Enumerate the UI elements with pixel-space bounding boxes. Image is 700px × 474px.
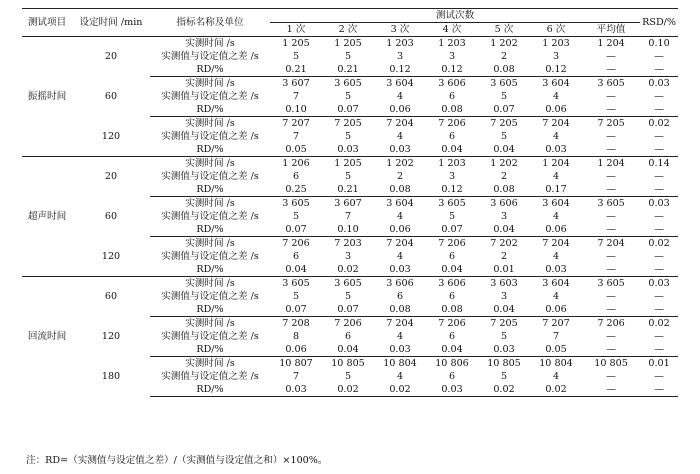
test-value-cell: 0.07 (285, 224, 307, 235)
test-value-cell: 1 204 (530, 157, 582, 171)
test-value-cell: 0.06 (545, 104, 567, 115)
test-value-cell: 0.10 (285, 104, 307, 115)
average-cell: — (606, 211, 616, 222)
set-time-value: 120 (101, 130, 121, 142)
rsd-cell: — (654, 291, 664, 302)
test-value-cell: 3 603 (478, 277, 530, 291)
header-col-test-6: 6 次 (530, 23, 582, 37)
test-value-cell: 4 (552, 251, 560, 262)
average-cell: 7 206 (582, 317, 640, 331)
average-cell: — (606, 304, 616, 315)
rsd-cell: 0.03 (640, 77, 678, 91)
test-value-cell: 1 202 (374, 157, 426, 171)
average-cell: — (606, 331, 616, 342)
test-value-cell: 2 (500, 51, 508, 62)
average-cell: — (606, 64, 616, 75)
set-time-value: 120 (101, 331, 121, 342)
set-time-value: 180 (101, 371, 121, 382)
test-value-cell: 1 202 (478, 157, 530, 171)
test-value-cell: 3 607 (270, 77, 322, 91)
test-value-cell: 0.07 (493, 104, 515, 115)
rsd-cell: — (654, 64, 664, 75)
test-value-cell: 0.02 (374, 383, 426, 397)
indicator-label: RD/% (196, 184, 224, 195)
group-item-label: 振摇时间 (27, 91, 67, 102)
test-value-cell: 1 202 (490, 38, 518, 49)
test-value-cell: 7 204 (530, 237, 582, 251)
test-value-cell: 1 205 (334, 38, 362, 49)
table-row (22, 37, 678, 51)
test-value-cell: 6 (448, 331, 456, 342)
average-cell: — (606, 171, 616, 182)
test-value-cell: 0.02 (322, 383, 374, 397)
rsd-cell: — (654, 344, 664, 355)
indicator-label: 实测时间 /s (150, 277, 270, 291)
test-value-cell: 0.08 (441, 304, 463, 315)
test-value-cell: 7 207 (530, 317, 582, 331)
test-value-cell: 7 206 (322, 317, 374, 331)
test-value-cell: 5 (344, 171, 352, 182)
table-body (22, 37, 678, 397)
test-value-cell: 2 (396, 171, 404, 182)
test-value-cell: 7 202 (478, 237, 530, 251)
average-cell: — (606, 51, 616, 62)
test-value-cell: 0.04 (285, 264, 307, 275)
test-value-cell: 0.03 (270, 383, 322, 397)
test-value-cell: 5 (448, 211, 456, 222)
test-value-cell: 4 (552, 371, 560, 382)
test-value-cell: 0.05 (285, 144, 307, 155)
average-cell: 3 605 (582, 197, 640, 211)
table-row (22, 77, 678, 91)
average-cell: 10 805 (582, 357, 640, 371)
test-value-cell: 0.06 (545, 224, 567, 235)
test-value-cell: 7 205 (478, 117, 530, 131)
test-value-cell: 5 (344, 91, 352, 102)
header-item: 测试项目 (22, 9, 72, 37)
test-value-cell: 6 (344, 331, 352, 342)
indicator-label: RD/% (196, 224, 224, 235)
test-value-cell: 5 (500, 91, 508, 102)
group-item-label: 超声时间 (22, 157, 72, 277)
test-value-cell: 0.12 (441, 64, 463, 75)
rsd-cell: — (654, 304, 664, 315)
table-row (22, 117, 678, 131)
average-cell: — (606, 104, 616, 115)
test-value-cell: 5 (344, 131, 352, 142)
test-value-cell: 7 (552, 331, 560, 342)
rsd-cell: — (654, 104, 664, 115)
test-value-cell: 1 205 (322, 157, 374, 171)
test-value-cell: 0.17 (545, 184, 567, 195)
test-value-cell: 6 (292, 251, 300, 262)
indicator-label: RD/% (196, 304, 224, 315)
rsd-cell: 0.14 (640, 157, 678, 171)
test-value-cell: 7 (292, 371, 300, 382)
set-time-value: 60 (104, 211, 118, 222)
test-value-cell: 3 604 (374, 77, 426, 91)
test-value-cell: 7 (344, 211, 352, 222)
test-value-cell: 7 206 (426, 117, 478, 131)
test-value-cell: 10 804 (530, 357, 582, 371)
header-col-average: 平均值 (582, 23, 640, 37)
test-value-cell: 4 (396, 131, 404, 142)
test-value-cell: 3 (500, 291, 508, 302)
indicator-label: 实测值与设定值之差 /s (161, 131, 259, 142)
test-value-cell: 6 (396, 291, 404, 302)
test-value-cell: 0.03 (493, 344, 515, 355)
test-value-cell: 0.03 (389, 144, 411, 155)
set-time-value: 60 (104, 91, 118, 102)
test-value-cell: 6 (448, 371, 456, 382)
test-value-cell: 7 204 (374, 317, 426, 331)
test-value-cell: 5 (344, 291, 352, 302)
rsd-cell: — (654, 331, 664, 342)
test-value-cell: 4 (396, 371, 404, 382)
test-value-cell: 5 (292, 291, 300, 302)
test-value-cell: 0.04 (493, 224, 515, 235)
test-value-cell: 7 (292, 91, 300, 102)
header-tests: 测试次数 (270, 9, 640, 23)
test-value-cell: 4 (552, 211, 560, 222)
test-value-cell: 0.08 (389, 184, 411, 195)
test-value-cell: 6 (448, 251, 456, 262)
test-value-cell: 0.01 (493, 264, 515, 275)
test-value-cell: 7 206 (426, 237, 478, 251)
rsd-cell: 0.02 (640, 117, 678, 131)
rsd-cell: — (654, 131, 664, 142)
test-value-cell: 0.21 (337, 184, 359, 195)
header-col-test-3: 3 次 (374, 23, 426, 37)
table-footnote: 注：RD=（实测值与设定值之差）/（实测值与设定值之和）×100%。 (26, 455, 328, 466)
indicator-label: 实测值与设定值之差 /s (161, 251, 259, 262)
test-value-cell: 6 (448, 91, 456, 102)
test-value-cell: 1 203 (426, 157, 478, 171)
test-value-cell: 3 607 (322, 197, 374, 211)
indicator-label: RD/% (196, 264, 224, 275)
test-value-cell: 0.03 (426, 383, 478, 397)
rsd-cell: — (654, 184, 664, 195)
indicator-label: RD/% (196, 104, 224, 115)
rsd-cell: — (654, 144, 664, 155)
header-col-test-5: 5 次 (478, 23, 530, 37)
indicator-label: 实测值与设定值之差 /s (161, 91, 259, 102)
header-rsd: RSD/% (640, 9, 678, 37)
test-value-cell: 7 204 (374, 117, 426, 131)
test-value-cell: 4 (552, 291, 560, 302)
rsd-cell: — (654, 371, 664, 382)
test-value-cell: 0.12 (441, 184, 463, 195)
test-value-cell: 7 204 (530, 117, 582, 131)
header-indicator: 指标名称及单位 (150, 9, 270, 37)
test-value-cell: 3 604 (530, 77, 582, 91)
test-value-cell: 5 (500, 131, 508, 142)
average-cell: — (606, 291, 616, 302)
test-value-cell: 0.12 (389, 64, 411, 75)
indicator-label: 实测值与设定值之差 /s (161, 331, 259, 342)
rsd-cell: — (654, 264, 664, 275)
average-cell: — (606, 184, 616, 195)
rsd-cell: 0.10 (648, 38, 670, 49)
test-value-cell: 1 203 (542, 38, 570, 49)
test-value-cell: 0.07 (337, 104, 359, 115)
test-value-cell: 3 605 (322, 277, 374, 291)
test-value-cell: 3 (344, 251, 352, 262)
rsd-cell: — (654, 224, 664, 235)
test-value-cell: 7 205 (322, 117, 374, 131)
average-cell: 1 204 (597, 38, 625, 49)
test-value-cell: 10 807 (270, 357, 322, 371)
average-cell: — (606, 224, 616, 235)
average-cell: — (606, 144, 616, 155)
test-value-cell: 0.10 (337, 224, 359, 235)
test-value-cell: 0.08 (389, 304, 411, 315)
table-row (22, 157, 678, 171)
test-value-cell: 7 206 (270, 237, 322, 251)
indicator-label: 实测时间 /s (150, 237, 270, 251)
test-value-cell: 0.04 (493, 304, 515, 315)
results-table (22, 8, 678, 397)
test-value-cell: 0.07 (441, 224, 463, 235)
test-value-cell: 3 (552, 51, 560, 62)
test-value-cell: 3 (448, 171, 456, 182)
table-row (22, 317, 678, 331)
rsd-cell: 0.01 (640, 357, 678, 371)
test-value-cell: 7 207 (270, 117, 322, 131)
test-value-cell: 0.03 (389, 344, 411, 355)
test-value-cell: 0.04 (441, 344, 463, 355)
test-value-cell: 7 203 (322, 237, 374, 251)
indicator-label: RD/% (150, 383, 270, 397)
rsd-cell: 0.02 (640, 237, 678, 251)
indicator-label: RD/% (196, 64, 224, 75)
indicator-label: 实测时间 /s (150, 157, 270, 171)
rsd-cell: 0.03 (640, 197, 678, 211)
indicator-label: 实测值与设定值之差 /s (161, 51, 259, 62)
test-value-cell: 3 605 (478, 77, 530, 91)
test-value-cell: 0.06 (545, 304, 567, 315)
test-value-cell: 0.07 (337, 304, 359, 315)
test-value-cell: 3 604 (530, 197, 582, 211)
test-value-cell: 10 805 (478, 357, 530, 371)
test-value-cell: 0.03 (337, 144, 359, 155)
test-value-cell: 0.06 (389, 224, 411, 235)
test-value-cell: 4 (552, 171, 560, 182)
indicator-label: 实测时间 /s (150, 317, 270, 331)
test-value-cell: 0.08 (493, 64, 515, 75)
test-value-cell: 3 605 (270, 277, 322, 291)
header-col-test-4: 4 次 (426, 23, 478, 37)
test-value-cell: 5 (500, 331, 508, 342)
group-item-label: 回流时间 (22, 277, 72, 397)
indicator-label: 实测时间 /s (150, 197, 270, 211)
average-cell: 7 205 (582, 117, 640, 131)
test-value-cell: 3 604 (374, 197, 426, 211)
test-value-cell: 4 (552, 91, 560, 102)
test-value-cell: 10 806 (426, 357, 478, 371)
test-value-cell: 4 (396, 91, 404, 102)
average-cell: — (606, 131, 616, 142)
test-value-cell: 6 (292, 171, 300, 182)
test-value-cell: 2 (500, 251, 508, 262)
test-value-cell: 3 604 (530, 277, 582, 291)
rsd-cell: — (640, 383, 678, 397)
test-value-cell: 10 805 (322, 357, 374, 371)
test-value-cell: 5 (344, 51, 352, 62)
set-time-value: 20 (72, 157, 150, 197)
indicator-label: 实测值与设定值之差 /s (161, 371, 259, 382)
test-value-cell: 7 204 (374, 237, 426, 251)
set-time-value: 60 (72, 277, 150, 317)
test-value-cell: 4 (396, 211, 404, 222)
test-value-cell: 0.03 (545, 144, 567, 155)
test-value-cell: 4 (396, 251, 404, 262)
test-value-cell: 6 (448, 131, 456, 142)
average-cell: — (606, 344, 616, 355)
rsd-cell: 0.03 (640, 277, 678, 291)
table-row (22, 357, 678, 371)
test-value-cell: 3 (448, 51, 456, 62)
average-cell: — (606, 264, 616, 275)
test-value-cell: 0.21 (285, 64, 307, 75)
average-cell: 7 204 (582, 237, 640, 251)
test-value-cell: 3 606 (426, 77, 478, 91)
test-value-cell: 5 (292, 51, 300, 62)
indicator-label: RD/% (196, 144, 224, 155)
test-value-cell: 0.06 (285, 344, 307, 355)
test-value-cell: 7 208 (270, 317, 322, 331)
indicator-label: 实测时间 /s (150, 357, 270, 371)
test-value-cell: 7 205 (478, 317, 530, 331)
header-col-test-1: 1 次 (270, 23, 322, 37)
table-row (22, 277, 678, 291)
indicator-label: 实测值与设定值之差 /s (161, 171, 259, 182)
test-value-cell: 3 606 (478, 197, 530, 211)
average-cell: — (606, 371, 616, 382)
test-value-cell: 5 (500, 371, 508, 382)
test-value-cell: 0.07 (285, 304, 307, 315)
header-row-1 (22, 9, 678, 23)
test-value-cell: 7 206 (426, 317, 478, 331)
test-value-cell: 1 203 (438, 38, 466, 49)
rsd-cell: 0.02 (640, 317, 678, 331)
table-row (22, 197, 678, 211)
indicator-label: 实测时间 /s (185, 38, 235, 49)
indicator-label: 实测值与设定值之差 /s (161, 211, 259, 222)
test-value-cell: 3 605 (322, 77, 374, 91)
test-value-cell: 1 206 (270, 157, 322, 171)
test-value-cell: 0.04 (441, 144, 463, 155)
test-value-cell: 2 (500, 171, 508, 182)
average-cell: 1 204 (582, 157, 640, 171)
indicator-label: 实测时间 /s (150, 117, 270, 131)
test-value-cell: 0.08 (493, 184, 515, 195)
test-value-cell: 3 606 (374, 277, 426, 291)
average-cell: — (582, 383, 640, 397)
test-value-cell: 5 (344, 371, 352, 382)
rsd-cell: — (654, 51, 664, 62)
test-value-cell: 0.02 (478, 383, 530, 397)
test-value-cell: 8 (292, 331, 300, 342)
test-value-cell: 0.21 (337, 64, 359, 75)
indicator-label: 实测时间 /s (150, 77, 270, 91)
test-value-cell: 1 205 (282, 38, 310, 49)
rsd-cell: — (654, 251, 664, 262)
test-value-cell: 0.03 (389, 264, 411, 275)
indicator-label: RD/% (196, 344, 224, 355)
table-row (22, 237, 678, 251)
test-value-cell: 0.04 (337, 344, 359, 355)
rsd-cell: — (654, 91, 664, 102)
set-time-value: 120 (101, 250, 121, 262)
test-value-cell: 3 (500, 211, 508, 222)
test-value-cell: 3 (396, 51, 404, 62)
indicator-label: 实测值与设定值之差 /s (161, 291, 259, 302)
average-cell: — (606, 91, 616, 102)
test-value-cell: 0.12 (545, 64, 567, 75)
test-value-cell: 5 (292, 211, 300, 222)
test-value-cell: 3 605 (426, 197, 478, 211)
test-value-cell: 0.05 (545, 344, 567, 355)
test-value-cell: 0.04 (493, 144, 515, 155)
test-value-cell: 1 203 (386, 38, 414, 49)
test-value-cell: 3 606 (426, 277, 478, 291)
test-value-cell: 10 804 (374, 357, 426, 371)
test-value-cell: 4 (396, 331, 404, 342)
test-value-cell: 0.02 (530, 383, 582, 397)
average-cell: 3 605 (582, 77, 640, 91)
test-value-cell: 0.08 (441, 104, 463, 115)
test-value-cell: 0.03 (545, 264, 567, 275)
average-cell: 3 605 (582, 277, 640, 291)
test-value-cell: 0.25 (285, 184, 307, 195)
rsd-cell: — (654, 171, 664, 182)
header-set-time: 设定时间 /min (72, 9, 150, 37)
test-value-cell: 6 (448, 291, 456, 302)
average-cell: — (606, 251, 616, 262)
test-value-cell: 7 (292, 131, 300, 142)
test-value-cell: 4 (552, 131, 560, 142)
header-col-test-2: 2 次 (322, 23, 374, 37)
test-value-cell: 0.04 (441, 264, 463, 275)
test-value-cell: 3 605 (270, 197, 322, 211)
test-value-cell: 0.02 (337, 264, 359, 275)
rsd-cell: — (654, 211, 664, 222)
set-time-value: 20 (104, 51, 118, 63)
test-value-cell: 0.06 (389, 104, 411, 115)
